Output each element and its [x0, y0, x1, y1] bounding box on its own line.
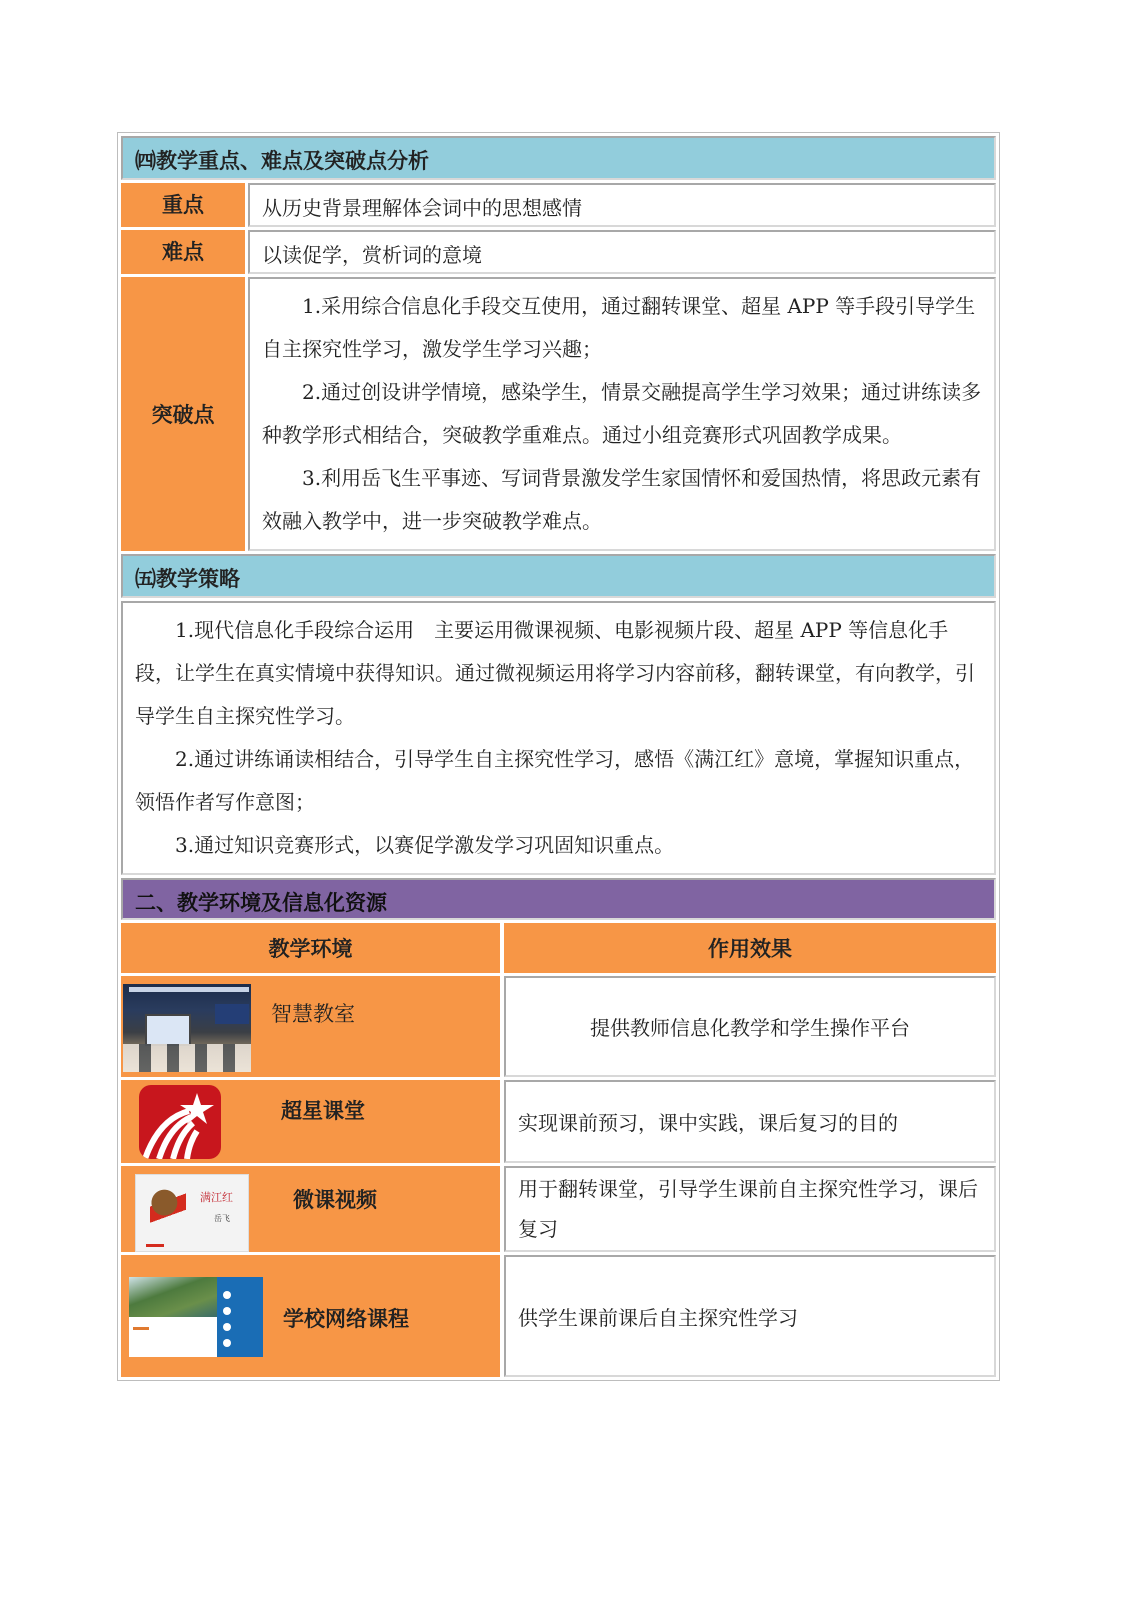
strategy-paragraph: 2.通过讲练诵读相结合，引导学生自主探究性学习，感悟《满江红》意境，掌握知识重点，领悟作者写作意图；	[135, 747, 975, 814]
breakthrough-paragraph: 2.通过创设讲学情境，感染学生，情景交融提高学生学习效果；通过讲练读多种教学形式相结合，突破教学重难点。通过小组竞赛形式巩固教学成果。	[262, 380, 982, 447]
env-name: 学校网络课程	[283, 1306, 409, 1331]
env-name: 超星课堂	[281, 1098, 365, 1123]
strategy-content	[121, 601, 996, 875]
effect-text: 提供教师信息化教学和学生操作平台	[590, 1016, 910, 1040]
microlecture-thumbnail	[135, 1174, 249, 1252]
env-chaoxing	[121, 1080, 500, 1163]
env-online-course	[121, 1255, 500, 1377]
effect-online-course	[504, 1255, 996, 1377]
online-course-screenshot	[129, 1277, 263, 1357]
thumb-author: 岳飞	[214, 1214, 230, 1223]
env-name: 微课视频	[293, 1187, 377, 1212]
chaoxing-app-logo	[139, 1085, 221, 1159]
effect-chaoxing	[504, 1080, 996, 1163]
key-point-label: 重点	[121, 183, 245, 227]
document-table	[117, 132, 1000, 1381]
env-header: 教学环境	[121, 923, 500, 973]
section4-title: ㈣教学重点、难点及突破点分析	[121, 136, 996, 180]
thumb-title: 满江红	[200, 1191, 233, 1204]
breakthrough-paragraph: 3.利用岳飞生平事迹、写词背景激发学生家国情怀和爱国热情，将思政元素有效融入教学中，进一步突破教学难点。	[262, 466, 982, 533]
difficulty-label: 难点	[121, 230, 245, 274]
effect-microlecture	[504, 1166, 996, 1252]
section5-title: ㈤教学策略	[121, 554, 996, 598]
breakthrough-content	[248, 277, 996, 551]
env-smart-classroom	[121, 976, 500, 1077]
classroom-photo	[123, 984, 251, 1072]
effect-text: 供学生课前课后自主探究性学习	[518, 1305, 798, 1330]
difficulty-content: 以读促学，赏析词的意境	[248, 230, 996, 274]
env-name: 智慧教室	[271, 1002, 355, 1026]
effect-smart-classroom	[504, 976, 996, 1077]
env-microlecture	[121, 1166, 500, 1252]
breakthrough-paragraph: 1.采用综合信息化手段交互使用，通过翻转课堂、超星 APP 等手段引导学生自主探究性学习，激发学生学习兴趣；	[262, 294, 976, 361]
effect-text: 用于翻转课堂，引导学生课前自主探究性学习，课后复习	[518, 1177, 978, 1241]
key-point-content: 从历史背景理解体会词中的思想感情	[248, 183, 996, 227]
effect-header: 作用效果	[504, 923, 996, 973]
section2-title: 二、教学环境及信息化资源	[121, 878, 996, 920]
effect-text: 实现课前预习，课中实践，课后复习的目的	[518, 1111, 898, 1135]
breakthrough-label: 突破点	[121, 277, 245, 551]
strategy-paragraph: 3.通过知识竞赛形式，以赛促学激发学习巩固知识重点。	[175, 833, 675, 857]
strategy-paragraph: 1.现代信息化手段综合运用 主要运用微课视频、电影视频片段、超星 APP 等信息化手段，让学生在真实情境中获得知识。通过微视频运用将学习内容前移，翻转课堂，有向教学，引导学生自主探究性学习。	[135, 618, 975, 728]
